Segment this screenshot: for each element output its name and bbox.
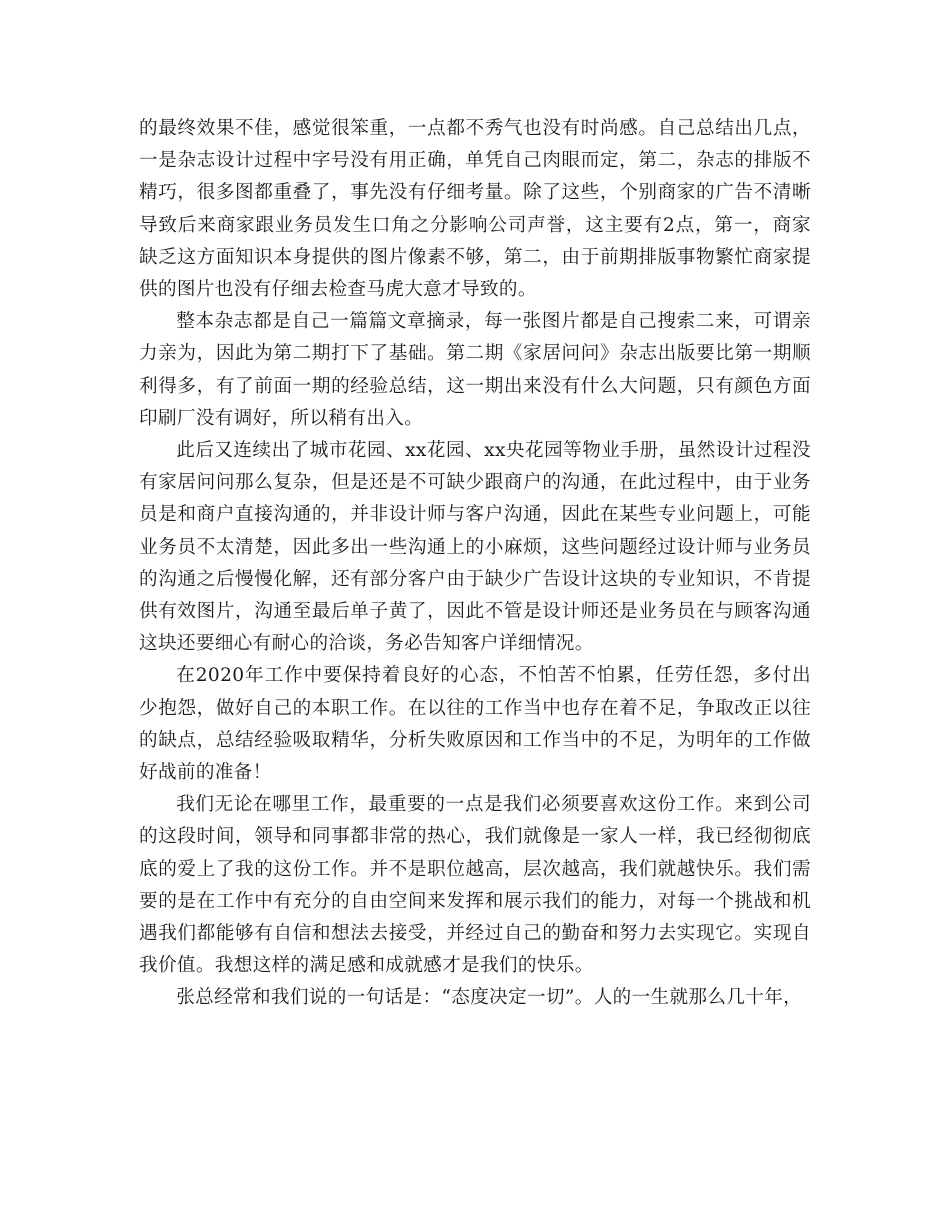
document-page — [139, 113, 811, 1015]
paragraph: 我们无论在哪里工作，最重要的一点是我们必须要喜欢这份工作。来到公司的这段时间，领导和同事都非常的热心，我们就像是一家人一样，我已经彻彻底底的爱上了我的这份工作。并不是职位越高，层次越高，我们就越快乐。我们需要的是在工作中有充分的自由空间来发挥和展示我们的能力，对每一个挑战和机遇我们都能够有自信和想法去接受，并经过自己的勤奋和努力去实现它。实现自我价值。我想这样的满足感和成就感才是我们的快乐。 — [139, 794, 811, 977]
paragraph: 的最终效果不佳，感觉很笨重，一点都不秀气也没有时尚感。自己总结出几点，一是杂志设计过程中字号没有用正确，单凭自己肉眼而定，第二，杂志的排版不精巧，很多图都重叠了，事先没有仔细考量。除了这些，个别商家的广告不清晰导致后来商家跟业务员发生口角之分影响公司声誉，这主要有2点，第一，商家缺乏这方面知识本身提供的图片像素不够，第二，由于前期排版事物繁忙商家提供的图片也没有仔细去检查马虎大意才导致的。 — [139, 118, 811, 301]
paragraph: 张总经常和我们说的一句话是：“态度决定一切”。人的一生就那么几十年， — [176, 987, 803, 1009]
paragraph: 整本杂志都是自己一篇篇文章摘录，每一张图片都是自己搜索二来，可谓亲力亲为，因此为第二期打下了基础。第二期《家居问问》杂志出版要比第一期顺利得多，有了前面一期的经验总结，这一期出来没有什么大问题，只有颜色方面印刷厂没有调好，所以稍有出入。 — [139, 311, 811, 429]
paragraph: 在2020年工作中要保持着良好的心态，不怕苦不怕累，任劳任怨，多付出少抱怨，做好自己的本职工作。在以往的工作当中也存在着不足，争取改正以往的缺点，总结经验吸取精华，分析失败原因和工作当中的不足，为明年的工作做好战前的准备！ — [139, 665, 811, 784]
paragraph: 此后又连续出了城市花园、xx花园、xx央花园等物业手册，虽然设计过程没有家居问问那么复杂，但是还是不可缺少跟商户的沟通，在此过程中，由于业务员是和商户直接沟通的，并非设计师与客户沟通，因此在某些专业问题上，可能业务员不太清楚，因此多出一些沟通上的小麻烦，这些问题经过设计师与业务员的沟通之后慢慢化解，还有部分客户由于缺少广告设计这块的专业知识，不肯提供有效图片，沟通至最后单子黄了，因此不管是设计师还是业务员在与顾客沟通这块还要细心有耐心的洽谈，务必告知客户详细情况。 — [139, 440, 811, 655]
